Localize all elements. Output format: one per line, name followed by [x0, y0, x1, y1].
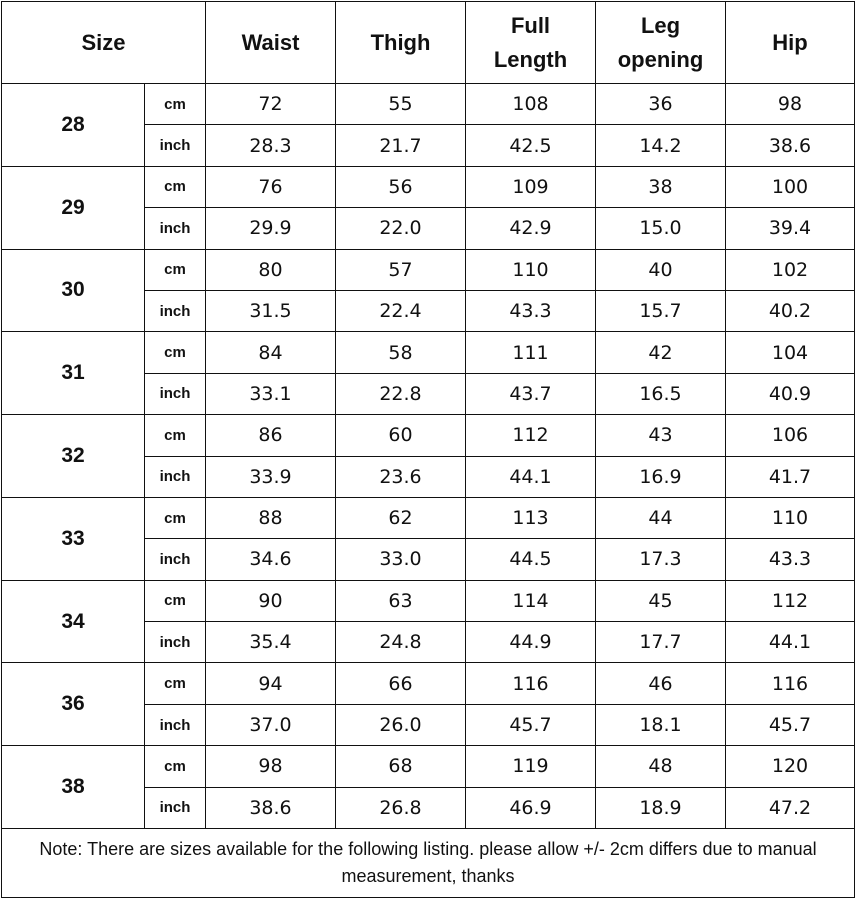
waist-inch-value: 33.9 — [206, 456, 336, 497]
unit-inch: inch — [145, 208, 206, 249]
hip-inch-value: 44.1 — [726, 622, 855, 663]
unit-inch: inch — [145, 290, 206, 331]
header-leg-opening-label: Leg opening — [617, 12, 704, 72]
waist-inch-value: 28.3 — [206, 125, 336, 166]
full-length-inch-value: 46.9 — [466, 787, 596, 828]
thigh-inch-value: 23.6 — [336, 456, 466, 497]
unit-cm: cm — [145, 746, 206, 787]
size-value: 38 — [2, 746, 145, 829]
leg-opening-cm-value: 48 — [596, 746, 726, 787]
leg-opening-cm-value: 46 — [596, 663, 726, 704]
leg-opening-inch-value: 18.1 — [596, 704, 726, 745]
full-length-cm-value: 110 — [466, 249, 596, 290]
hip-inch-value: 40.9 — [726, 373, 855, 414]
hip-cm-value: 106 — [726, 415, 855, 456]
waist-cm-value: 84 — [206, 332, 336, 373]
hip-inch-value: 39.4 — [726, 208, 855, 249]
full-length-cm-value: 109 — [466, 166, 596, 207]
waist-cm-value: 80 — [206, 249, 336, 290]
leg-opening-cm-value: 38 — [596, 166, 726, 207]
leg-opening-cm-value: 44 — [596, 497, 726, 538]
size-value: 30 — [2, 249, 145, 332]
thigh-cm-value: 63 — [336, 580, 466, 621]
thigh-inch-value: 22.0 — [336, 208, 466, 249]
leg-opening-cm-value: 40 — [596, 249, 726, 290]
full-length-inch-value: 44.5 — [466, 539, 596, 580]
unit-inch: inch — [145, 456, 206, 497]
full-length-cm-value: 119 — [466, 746, 596, 787]
full-length-cm-value: 111 — [466, 332, 596, 373]
thigh-cm-value: 58 — [336, 332, 466, 373]
hip-cm-value: 100 — [726, 166, 855, 207]
unit-cm: cm — [145, 84, 206, 125]
thigh-inch-value: 26.0 — [336, 704, 466, 745]
unit-inch: inch — [145, 787, 206, 828]
table-row — [2, 580, 855, 621]
waist-inch-value: 34.6 — [206, 539, 336, 580]
waist-inch-value: 38.6 — [206, 787, 336, 828]
hip-cm-value: 102 — [726, 249, 855, 290]
hip-inch-value: 40.2 — [726, 290, 855, 331]
table-row — [2, 84, 855, 125]
unit-inch: inch — [145, 622, 206, 663]
header-full-length-label: Full Length — [493, 12, 568, 72]
size-table — [1, 1, 855, 898]
thigh-cm-value: 62 — [336, 497, 466, 538]
leg-opening-cm-value: 42 — [596, 332, 726, 373]
waist-cm-value: 76 — [206, 166, 336, 207]
waist-cm-value: 90 — [206, 580, 336, 621]
waist-cm-value: 98 — [206, 746, 336, 787]
leg-opening-inch-value: 17.7 — [596, 622, 726, 663]
waist-inch-value: 29.9 — [206, 208, 336, 249]
unit-inch: inch — [145, 704, 206, 745]
waist-inch-value: 31.5 — [206, 290, 336, 331]
full-length-inch-value: 42.5 — [466, 125, 596, 166]
hip-inch-value: 41.7 — [726, 456, 855, 497]
thigh-inch-value: 22.4 — [336, 290, 466, 331]
thigh-inch-value: 33.0 — [336, 539, 466, 580]
full-length-inch-value: 44.1 — [466, 456, 596, 497]
waist-cm-value: 72 — [206, 84, 336, 125]
thigh-cm-value: 55 — [336, 84, 466, 125]
leg-opening-inch-value: 18.9 — [596, 787, 726, 828]
size-value: 33 — [2, 497, 145, 580]
leg-opening-inch-value: 16.9 — [596, 456, 726, 497]
full-length-cm-value: 108 — [466, 84, 596, 125]
full-length-inch-value: 42.9 — [466, 208, 596, 249]
thigh-inch-value: 21.7 — [336, 125, 466, 166]
unit-cm: cm — [145, 497, 206, 538]
unit-cm: cm — [145, 663, 206, 704]
unit-cm: cm — [145, 580, 206, 621]
table-row — [2, 415, 855, 456]
table-row — [2, 332, 855, 373]
full-length-cm-value: 113 — [466, 497, 596, 538]
header-size: Size — [2, 2, 206, 84]
unit-inch: inch — [145, 125, 206, 166]
table-body — [2, 84, 855, 829]
note-row — [2, 829, 855, 898]
thigh-cm-value: 56 — [336, 166, 466, 207]
size-value: 28 — [2, 84, 145, 167]
unit-cm: cm — [145, 166, 206, 207]
full-length-cm-value: 112 — [466, 415, 596, 456]
waist-inch-value: 35.4 — [206, 622, 336, 663]
leg-opening-inch-value: 15.7 — [596, 290, 726, 331]
unit-cm: cm — [145, 415, 206, 456]
thigh-cm-value: 60 — [336, 415, 466, 456]
thigh-inch-value: 26.8 — [336, 787, 466, 828]
leg-opening-inch-value: 14.2 — [596, 125, 726, 166]
size-value: 31 — [2, 332, 145, 415]
header-hip: Hip — [726, 2, 855, 84]
thigh-inch-value: 22.8 — [336, 373, 466, 414]
full-length-inch-value: 44.9 — [466, 622, 596, 663]
hip-inch-value: 43.3 — [726, 539, 855, 580]
header-full-length — [466, 2, 596, 84]
header-waist: Waist — [206, 2, 336, 84]
header-leg-opening — [596, 2, 726, 84]
hip-cm-value: 110 — [726, 497, 855, 538]
leg-opening-inch-value: 17.3 — [596, 539, 726, 580]
waist-inch-value: 33.1 — [206, 373, 336, 414]
table-row — [2, 746, 855, 787]
hip-inch-value: 47.2 — [726, 787, 855, 828]
waist-cm-value: 88 — [206, 497, 336, 538]
unit-cm: cm — [145, 249, 206, 290]
leg-opening-inch-value: 15.0 — [596, 208, 726, 249]
leg-opening-cm-value: 43 — [596, 415, 726, 456]
thigh-cm-value: 68 — [336, 746, 466, 787]
header-thigh: Thigh — [336, 2, 466, 84]
unit-cm: cm — [145, 332, 206, 373]
full-length-inch-value: 45.7 — [466, 704, 596, 745]
note-text: Note: There are sizes available for the following listing. please allow +/- 2cm differs due to manual measurement, thanks — [2, 829, 855, 898]
table-row — [2, 249, 855, 290]
waist-cm-value: 94 — [206, 663, 336, 704]
size-value: 29 — [2, 166, 145, 249]
full-length-inch-value: 43.7 — [466, 373, 596, 414]
hip-inch-value: 45.7 — [726, 704, 855, 745]
table-row — [2, 663, 855, 704]
leg-opening-cm-value: 45 — [596, 580, 726, 621]
hip-cm-value: 104 — [726, 332, 855, 373]
header-row — [2, 2, 855, 84]
table-row — [2, 166, 855, 207]
hip-cm-value: 116 — [726, 663, 855, 704]
unit-inch: inch — [145, 373, 206, 414]
full-length-cm-value: 114 — [466, 580, 596, 621]
waist-inch-value: 37.0 — [206, 704, 336, 745]
thigh-cm-value: 57 — [336, 249, 466, 290]
thigh-cm-value: 66 — [336, 663, 466, 704]
hip-cm-value: 120 — [726, 746, 855, 787]
size-value: 34 — [2, 580, 145, 663]
leg-opening-cm-value: 36 — [596, 84, 726, 125]
thigh-inch-value: 24.8 — [336, 622, 466, 663]
size-value: 36 — [2, 663, 145, 746]
table-row — [2, 497, 855, 538]
size-value: 32 — [2, 415, 145, 498]
leg-opening-inch-value: 16.5 — [596, 373, 726, 414]
hip-cm-value: 112 — [726, 580, 855, 621]
unit-inch: inch — [145, 539, 206, 580]
full-length-inch-value: 43.3 — [466, 290, 596, 331]
hip-inch-value: 38.6 — [726, 125, 855, 166]
full-length-cm-value: 116 — [466, 663, 596, 704]
waist-cm-value: 86 — [206, 415, 336, 456]
hip-cm-value: 98 — [726, 84, 855, 125]
